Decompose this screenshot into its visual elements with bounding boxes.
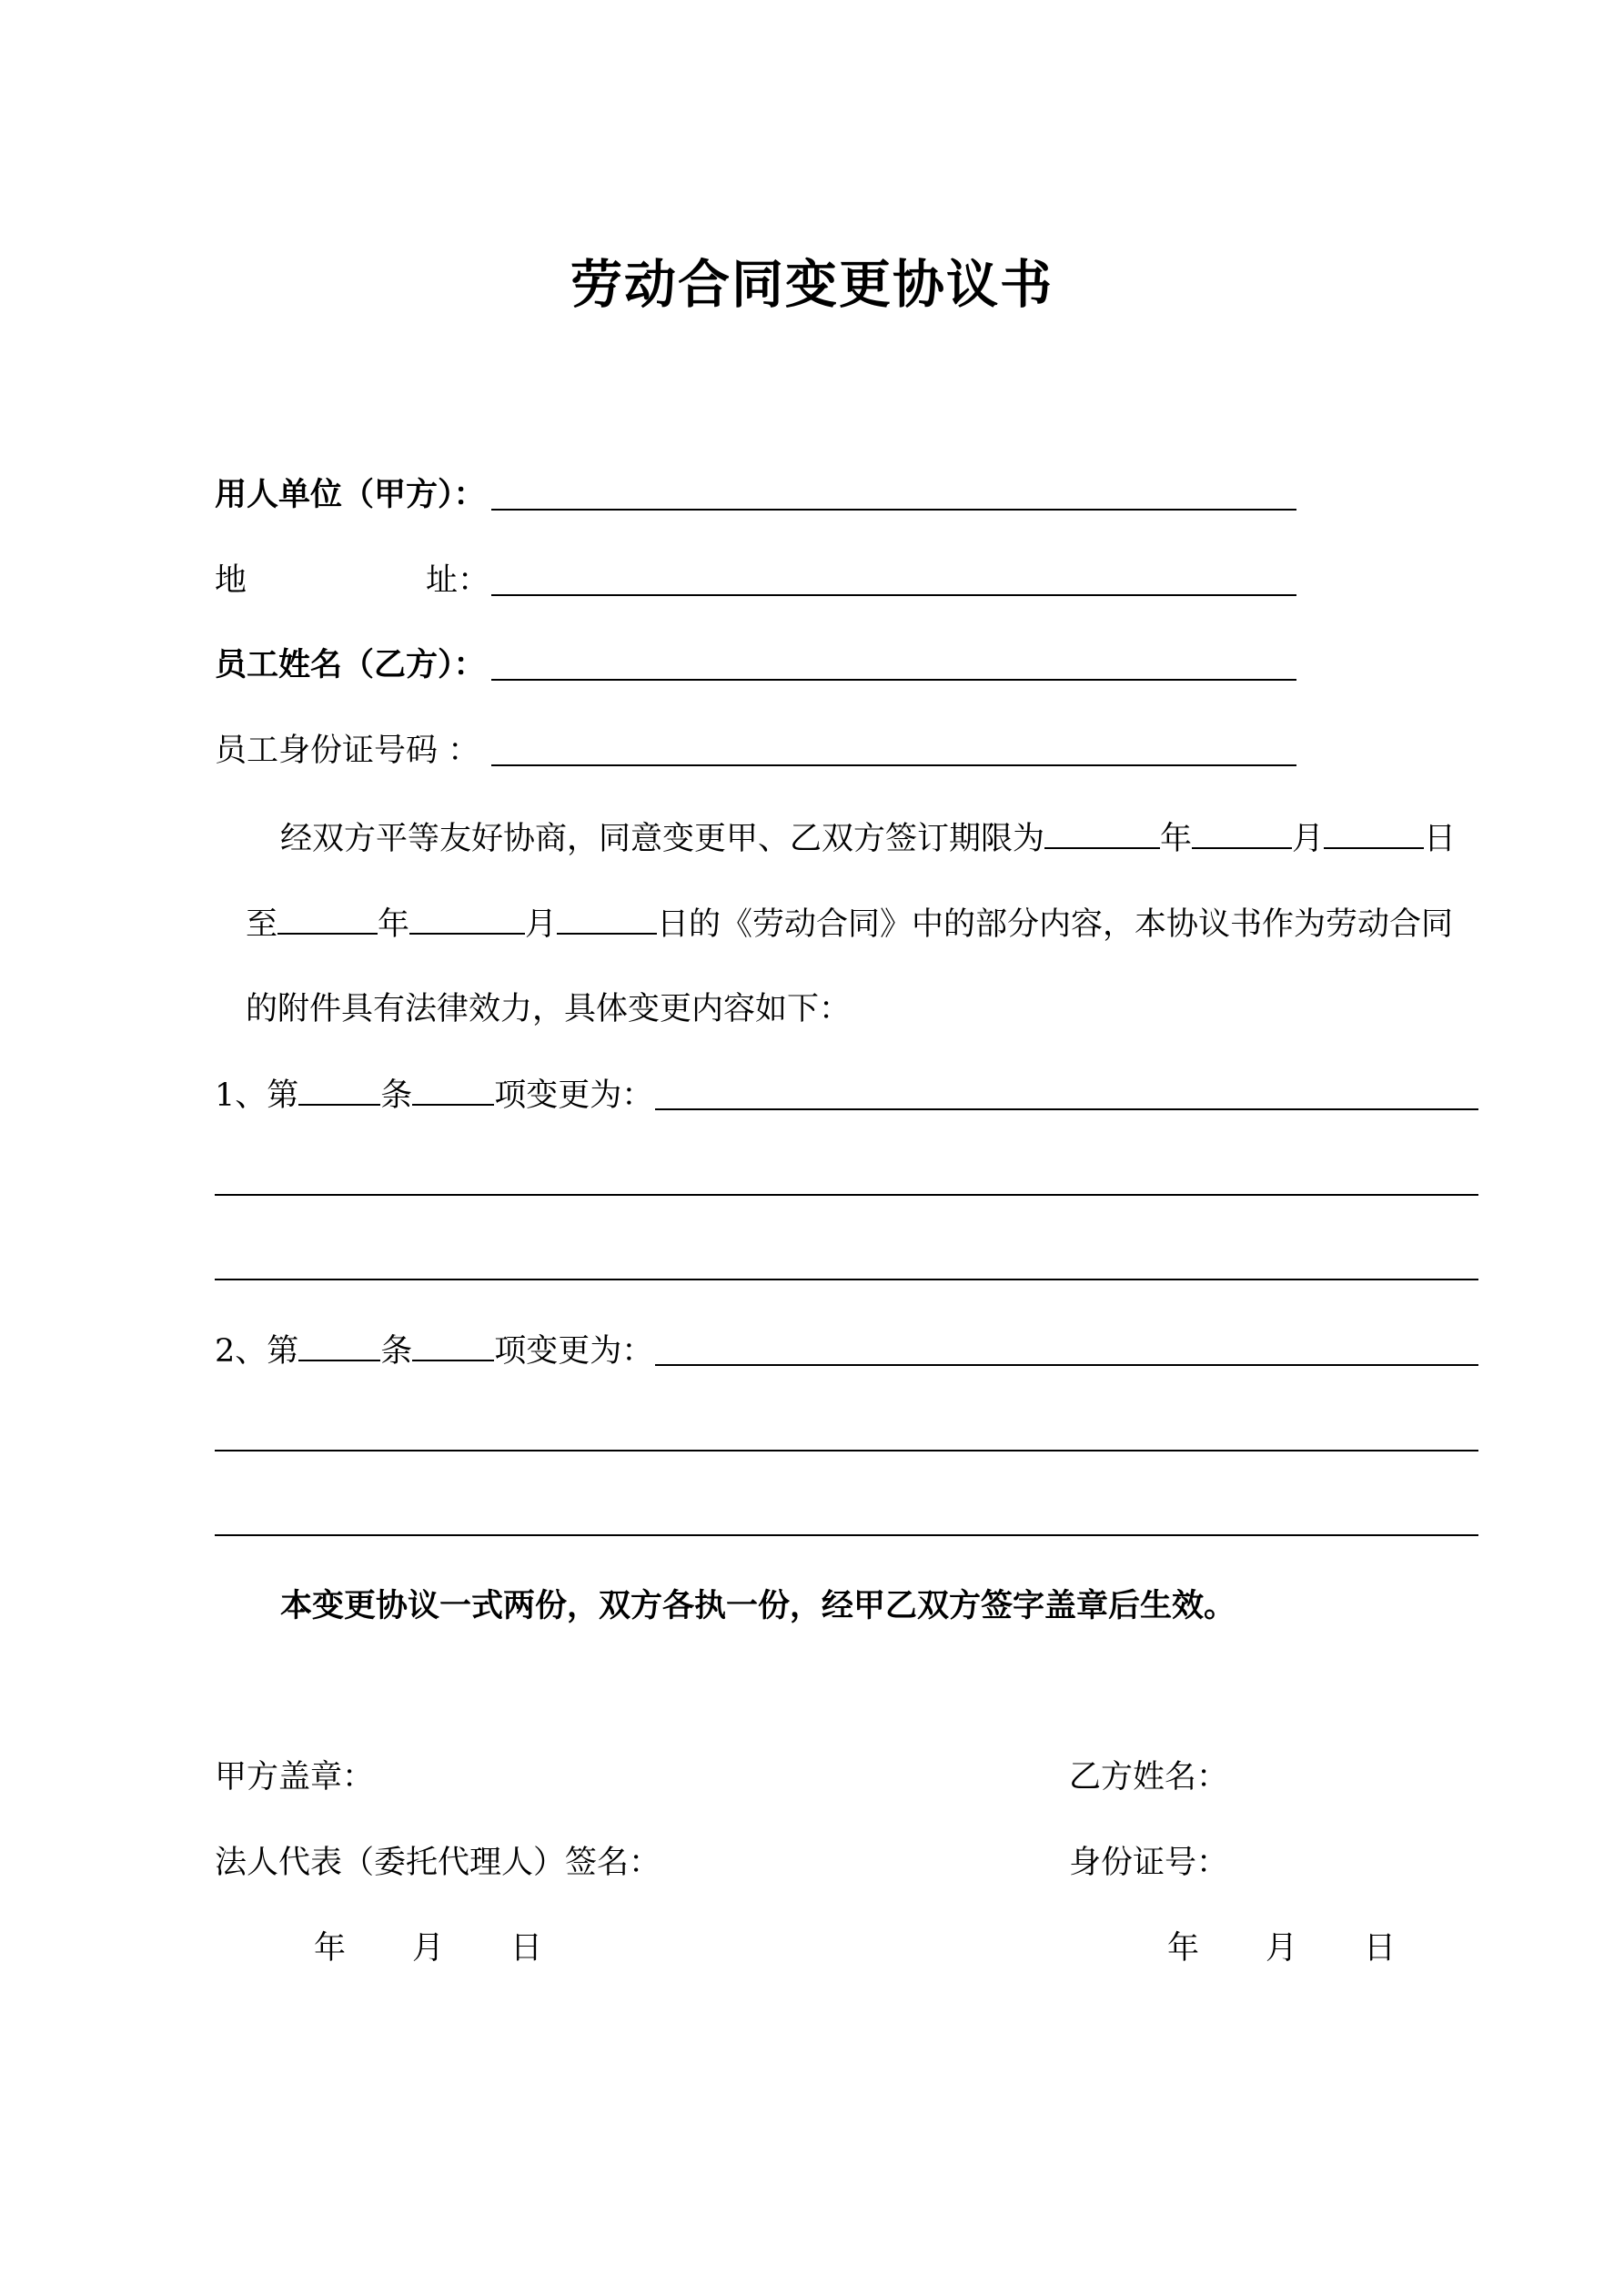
party-b-id-label: 身份证号：: [1069, 1845, 1229, 1881]
item-1-clause-blank[interactable]: [412, 1077, 494, 1106]
party-b-date-day: 日: [1364, 1930, 1397, 1967]
employee-field[interactable]: [491, 679, 1296, 681]
end-year-label: 年: [378, 906, 410, 943]
intro-line-2: [246, 905, 1453, 943]
intro-text-2: 日的《劳动合同》中的部分内容，本协议书作为劳动合同: [657, 906, 1454, 943]
id-number-field[interactable]: [491, 764, 1296, 766]
party-a-date-day: 日: [510, 1930, 543, 1967]
employee-label: 员工姓名（乙方）：: [215, 646, 486, 683]
item-1-content-line-3[interactable]: [215, 1279, 1478, 1280]
address-field[interactable]: [491, 594, 1296, 596]
document-title: 劳动合同变更协议书: [570, 254, 1054, 315]
item-1-content-line-1[interactable]: [655, 1108, 1478, 1110]
address-label-b: 址：: [426, 562, 490, 599]
start-month-label: 月: [1292, 821, 1325, 857]
party-a-date-year: 年: [314, 1930, 347, 1967]
address-label-a: 地: [215, 562, 247, 599]
item-1-article-label: 条: [380, 1077, 413, 1114]
start-day-label: 日: [1424, 821, 1457, 857]
item-2-line: [215, 1332, 653, 1370]
start-day-blank[interactable]: [1324, 820, 1424, 849]
item-2-article-blank[interactable]: [298, 1332, 380, 1361]
intro-line-3: 的附件具有法律效力，具体变更内容如下：: [246, 991, 852, 1027]
item-2-number: 2、第: [215, 1333, 299, 1370]
item-2-content-line-2[interactable]: [215, 1450, 1478, 1451]
intro-text-1: 经双方平等友好协商，同意变更甲、乙双方签订期限为: [280, 821, 1045, 857]
closing-statement: 本变更协议一式两份，双方各执一份，经甲乙双方签字盖章后生效。: [280, 1587, 1236, 1624]
party-a-rep-label: 法人代表（委托代理人）签名：: [215, 1845, 661, 1881]
party-b-date-year: 年: [1167, 1930, 1200, 1967]
party-b-name-label: 乙方姓名：: [1069, 1759, 1229, 1795]
item-2-clause-blank[interactable]: [412, 1332, 494, 1361]
party-b-date-month: 月: [1266, 1930, 1298, 1967]
intro-line-1: [280, 820, 1456, 857]
item-2-change-label: 项变更为：: [494, 1333, 654, 1370]
item-1-change-label: 项变更为：: [494, 1077, 654, 1114]
party-a-seal-label: 甲方盖章：: [215, 1759, 375, 1795]
item-2-article-label: 条: [380, 1333, 413, 1370]
end-month-label: 月: [525, 906, 558, 943]
item-1-content-line-2[interactable]: [215, 1194, 1478, 1196]
id-number-label: 员工身份证号码 ：: [215, 733, 480, 769]
start-year-blank[interactable]: [1044, 820, 1160, 849]
item-2-content-line-1[interactable]: [655, 1364, 1478, 1366]
to-label: 至: [246, 906, 278, 943]
end-year-blank[interactable]: [277, 905, 378, 935]
item-1-number: 1、第: [215, 1077, 299, 1114]
item-1-line: [215, 1077, 653, 1114]
party-a-date-month: 月: [412, 1930, 445, 1967]
employer-field[interactable]: [491, 509, 1296, 511]
start-month-blank[interactable]: [1192, 820, 1292, 849]
item-1-article-blank[interactable]: [298, 1077, 380, 1106]
start-year-label: 年: [1160, 821, 1193, 857]
end-day-blank[interactable]: [557, 905, 657, 935]
employer-label: 用人单位（甲方）：: [215, 476, 486, 513]
end-month-blank[interactable]: [409, 905, 525, 935]
item-2-content-line-3[interactable]: [215, 1534, 1478, 1536]
